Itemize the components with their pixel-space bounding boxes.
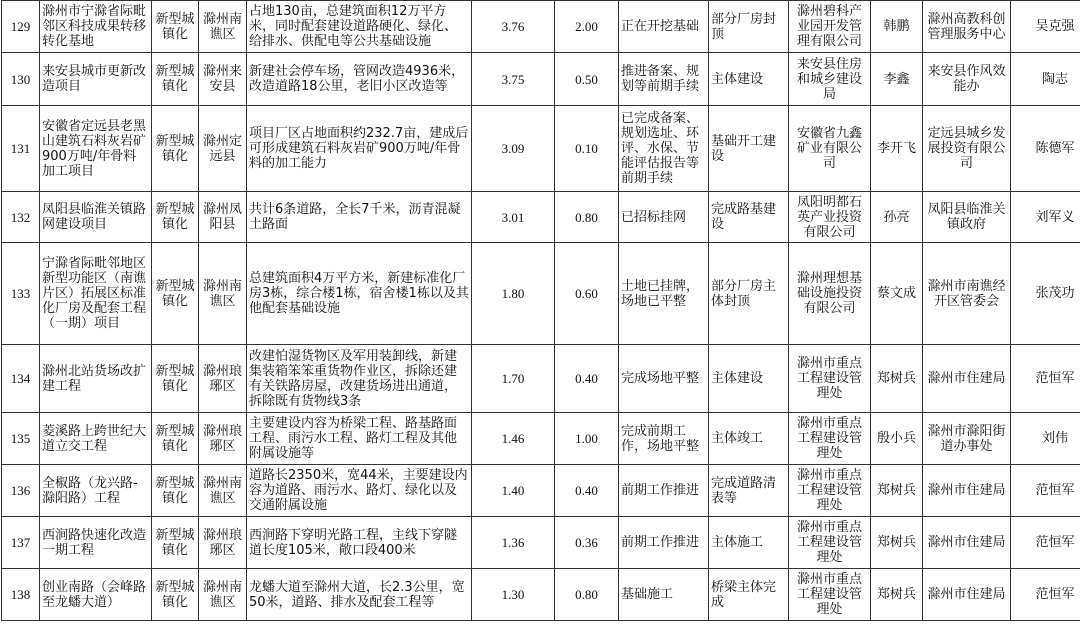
annual-investment: 0.40 (555, 465, 619, 517)
annual-investment: 0.80 (555, 192, 619, 243)
table-row (2, 465, 1080, 517)
project-type: 新型城镇化 (152, 53, 199, 106)
contact-person: 郑树兵 (871, 569, 923, 621)
project-type: 新型城镇化 (152, 106, 199, 192)
current-progress: 前期工作推进 (619, 465, 709, 517)
project-name: 菱溪路上跨世纪大道立交工程 (40, 413, 152, 465)
project-type: 新型城镇化 (152, 465, 199, 517)
construction-content: 龙蟠大道至滁州大道，长2.3公里，宽50米，道路、排水及配套工程等 (247, 569, 472, 621)
current-progress: 已完成备案、规划选址、环评、水保、节能评估报告等前期手续 (619, 106, 709, 192)
responsible-unit: 来安县作风效能办 (923, 53, 1011, 106)
annual-target: 完成道路清表等 (709, 465, 789, 517)
project-region: 滁州琅琊区 (199, 517, 247, 569)
construction-content: 西涧路下穿明光路工程，主线下穿隧道长度105米，敞口段400米 (247, 517, 472, 569)
project-region: 滁州南谯区 (199, 243, 247, 345)
annual-target: 主体建设 (709, 53, 789, 106)
project-type: 新型城镇化 (152, 345, 199, 413)
annual-target: 基础开工建设 (709, 106, 789, 192)
annual-target: 主体建设 (709, 345, 789, 413)
project-region: 滁州来安县 (199, 53, 247, 106)
responsible-unit: 滁州市住建局 (923, 465, 1011, 517)
contact-person: 李鑫 (871, 53, 923, 106)
project-type: 新型城镇化 (152, 243, 199, 345)
responsible-leader: 范恒军 (1011, 517, 1080, 569)
total-investment: 1.36 (472, 517, 555, 569)
project-owner: 滁州市重点工程建设管理处 (789, 569, 871, 621)
annual-investment: 0.60 (555, 243, 619, 345)
table-row (2, 413, 1080, 465)
annual-target: 桥梁主体完成 (709, 569, 789, 621)
row-number: 137 (2, 517, 40, 569)
project-region: 滁州凤阳县 (199, 192, 247, 243)
responsible-unit: 定远县城乡发展投资有限公司 (923, 106, 1011, 192)
project-type: 新型城镇化 (152, 1, 199, 53)
responsible-unit: 滁州市南谯经开区管委会 (923, 243, 1011, 345)
table-row (2, 243, 1080, 345)
project-name: 凤阳县临淮关镇路网建设项目 (40, 192, 152, 243)
project-name: 全椒路（龙兴路-滁阳路）工程 (40, 465, 152, 517)
annual-investment: 2.00 (555, 1, 619, 53)
total-investment: 3.01 (472, 192, 555, 243)
responsible-leader: 陈德军 (1011, 106, 1080, 192)
current-progress: 完成场地平整 (619, 345, 709, 413)
annual-investment: 0.36 (555, 517, 619, 569)
row-number: 130 (2, 53, 40, 106)
table-row (2, 192, 1080, 243)
project-owner: 滁州市重点工程建设管理处 (789, 413, 871, 465)
contact-person: 蔡文成 (871, 243, 923, 345)
responsible-leader: 张茂功 (1011, 243, 1080, 345)
row-number: 136 (2, 465, 40, 517)
current-progress: 推进备案、规划等前期手续 (619, 53, 709, 106)
project-name: 滁州北站货场改扩建工程 (40, 345, 152, 413)
current-progress: 基础施工 (619, 569, 709, 621)
construction-content: 项目厂区占地面积约232.7亩，建成后可形成建筑石料灰岩矿900万吨/年骨料的加工能力 (247, 106, 472, 192)
current-progress: 前期工作推进 (619, 517, 709, 569)
row-number: 132 (2, 192, 40, 243)
construction-content: 占地130亩，总建筑面积12万平方米，同时配套建设道路硬化、绿化、给排水、供配电等公共基础设施 (247, 1, 472, 53)
annual-investment: 0.10 (555, 106, 619, 192)
project-table-body (2, 1, 1080, 621)
total-investment: 3.76 (472, 1, 555, 53)
table-row (2, 517, 1080, 569)
annual-target: 部分厂房主体封顶 (709, 243, 789, 345)
project-name: 创业南路（会峰路至龙蟠大道） (40, 569, 152, 621)
responsible-unit: 滁州高教科创管理服务中心 (923, 1, 1011, 53)
annual-investment: 0.50 (555, 53, 619, 106)
table-row (2, 106, 1080, 192)
contact-person: 韩鹏 (871, 1, 923, 53)
contact-person: 殷小兵 (871, 413, 923, 465)
project-table (1, 0, 1080, 621)
annual-target: 主体施工 (709, 517, 789, 569)
row-number: 134 (2, 345, 40, 413)
responsible-leader: 刘伟 (1011, 413, 1080, 465)
project-name: 安徽省定远县老黑山建筑石料灰岩矿900万吨/年骨料加工项目 (40, 106, 152, 192)
total-investment: 3.75 (472, 53, 555, 106)
annual-investment: 0.80 (555, 569, 619, 621)
contact-person: 郑树兵 (871, 345, 923, 413)
project-region: 滁州琅琊区 (199, 413, 247, 465)
row-number: 133 (2, 243, 40, 345)
row-number: 129 (2, 1, 40, 53)
project-name: 西涧路快速化改造一期工程 (40, 517, 152, 569)
annual-investment: 1.00 (555, 413, 619, 465)
project-owner: 滁州理想基础设施投资有限公司 (789, 243, 871, 345)
row-number: 138 (2, 569, 40, 621)
current-progress: 完成前期工作，场地平整 (619, 413, 709, 465)
project-owner: 凤阳明都石英产业投资有限公司 (789, 192, 871, 243)
project-owner: 滁州市重点工程建设管理处 (789, 345, 871, 413)
project-name: 来安县城市更新改造项目 (40, 53, 152, 106)
construction-content: 主要建设内容为桥梁工程、路基路面工程、雨污水工程、路灯工程及其他附属设施等 (247, 413, 472, 465)
table-row (2, 1, 1080, 53)
project-type: 新型城镇化 (152, 517, 199, 569)
project-owner: 安徽省九鑫矿业有限公司 (789, 106, 871, 192)
project-owner: 来安县住房和城乡建设局 (789, 53, 871, 106)
project-owner: 滁州碧科产业园开发管理有限公司 (789, 1, 871, 53)
current-progress: 正在开挖基础 (619, 1, 709, 53)
responsible-leader: 范恒军 (1011, 569, 1080, 621)
total-investment: 3.09 (472, 106, 555, 192)
total-investment: 1.80 (472, 243, 555, 345)
table-row (2, 569, 1080, 621)
contact-person: 孙亮 (871, 192, 923, 243)
responsible-leader: 范恒军 (1011, 345, 1080, 413)
responsible-unit: 滁州市住建局 (923, 345, 1011, 413)
responsible-leader: 范恒军 (1011, 465, 1080, 517)
construction-content: 共计6条道路，全长7千米，沥青混凝土路面 (247, 192, 472, 243)
row-number: 135 (2, 413, 40, 465)
responsible-leader: 陶志 (1011, 53, 1080, 106)
annual-target: 完成路基建设 (709, 192, 789, 243)
contact-person: 郑树兵 (871, 465, 923, 517)
total-investment: 1.40 (472, 465, 555, 517)
construction-content: 道路长2350米，宽44米，主要建设内容为道路、雨污水、路灯、绿化以及交通附属设施 (247, 465, 472, 517)
project-region: 滁州定远县 (199, 106, 247, 192)
total-investment: 1.46 (472, 413, 555, 465)
responsible-unit: 滁州市住建局 (923, 569, 1011, 621)
responsible-unit: 滁州市滁阳街道办事处 (923, 413, 1011, 465)
project-owner: 滁州市重点工程建设管理处 (789, 517, 871, 569)
table-row (2, 53, 1080, 106)
project-region: 滁州琅琊区 (199, 345, 247, 413)
construction-content: 总建筑面积4万平方米，新建标准化厂房3栋，综合楼1栋，宿舍楼1栋以及其他配套基础设施 (247, 243, 472, 345)
project-type: 新型城镇化 (152, 413, 199, 465)
project-region: 滁州南谯区 (199, 569, 247, 621)
responsible-leader: 刘军义 (1011, 192, 1080, 243)
table-row (2, 345, 1080, 413)
row-number: 131 (2, 106, 40, 192)
project-type: 新型城镇化 (152, 192, 199, 243)
responsible-leader: 吴克强 (1011, 1, 1080, 53)
responsible-unit: 滁州市住建局 (923, 517, 1011, 569)
contact-person: 郑树兵 (871, 517, 923, 569)
project-type: 新型城镇化 (152, 569, 199, 621)
total-investment: 1.70 (472, 345, 555, 413)
project-region: 滁州南谯区 (199, 1, 247, 53)
project-region: 滁州南谯区 (199, 465, 247, 517)
contact-person: 李开飞 (871, 106, 923, 192)
annual-target: 部分厂房封顶 (709, 1, 789, 53)
project-name: 滁州市宁滁省际毗邻区科技成果转移转化基地 (40, 1, 152, 53)
current-progress: 土地已挂牌，场地已平整 (619, 243, 709, 345)
annual-target: 主体竣工 (709, 413, 789, 465)
construction-content: 新建社会停车场，管网改造4936米，改造道路18公里，老旧小区改造等 (247, 53, 472, 106)
project-owner: 滁州市重点工程建设管理处 (789, 465, 871, 517)
annual-investment: 0.40 (555, 345, 619, 413)
responsible-unit: 凤阳县临淮关镇政府 (923, 192, 1011, 243)
total-investment: 1.30 (472, 569, 555, 621)
construction-content: 改建怕湿货物区及军用装卸线，新建集装箱笨笨重货物作业区，拆除还建有关铁路房屋，改建货场进出通道，拆除既有货物线3条 (247, 345, 472, 413)
project-name: 宁滁省际毗邻地区新型功能区（南谯片区）拓展区标准化厂房及配套工程（一期）项目 (40, 243, 152, 345)
current-progress: 已招标挂网 (619, 192, 709, 243)
